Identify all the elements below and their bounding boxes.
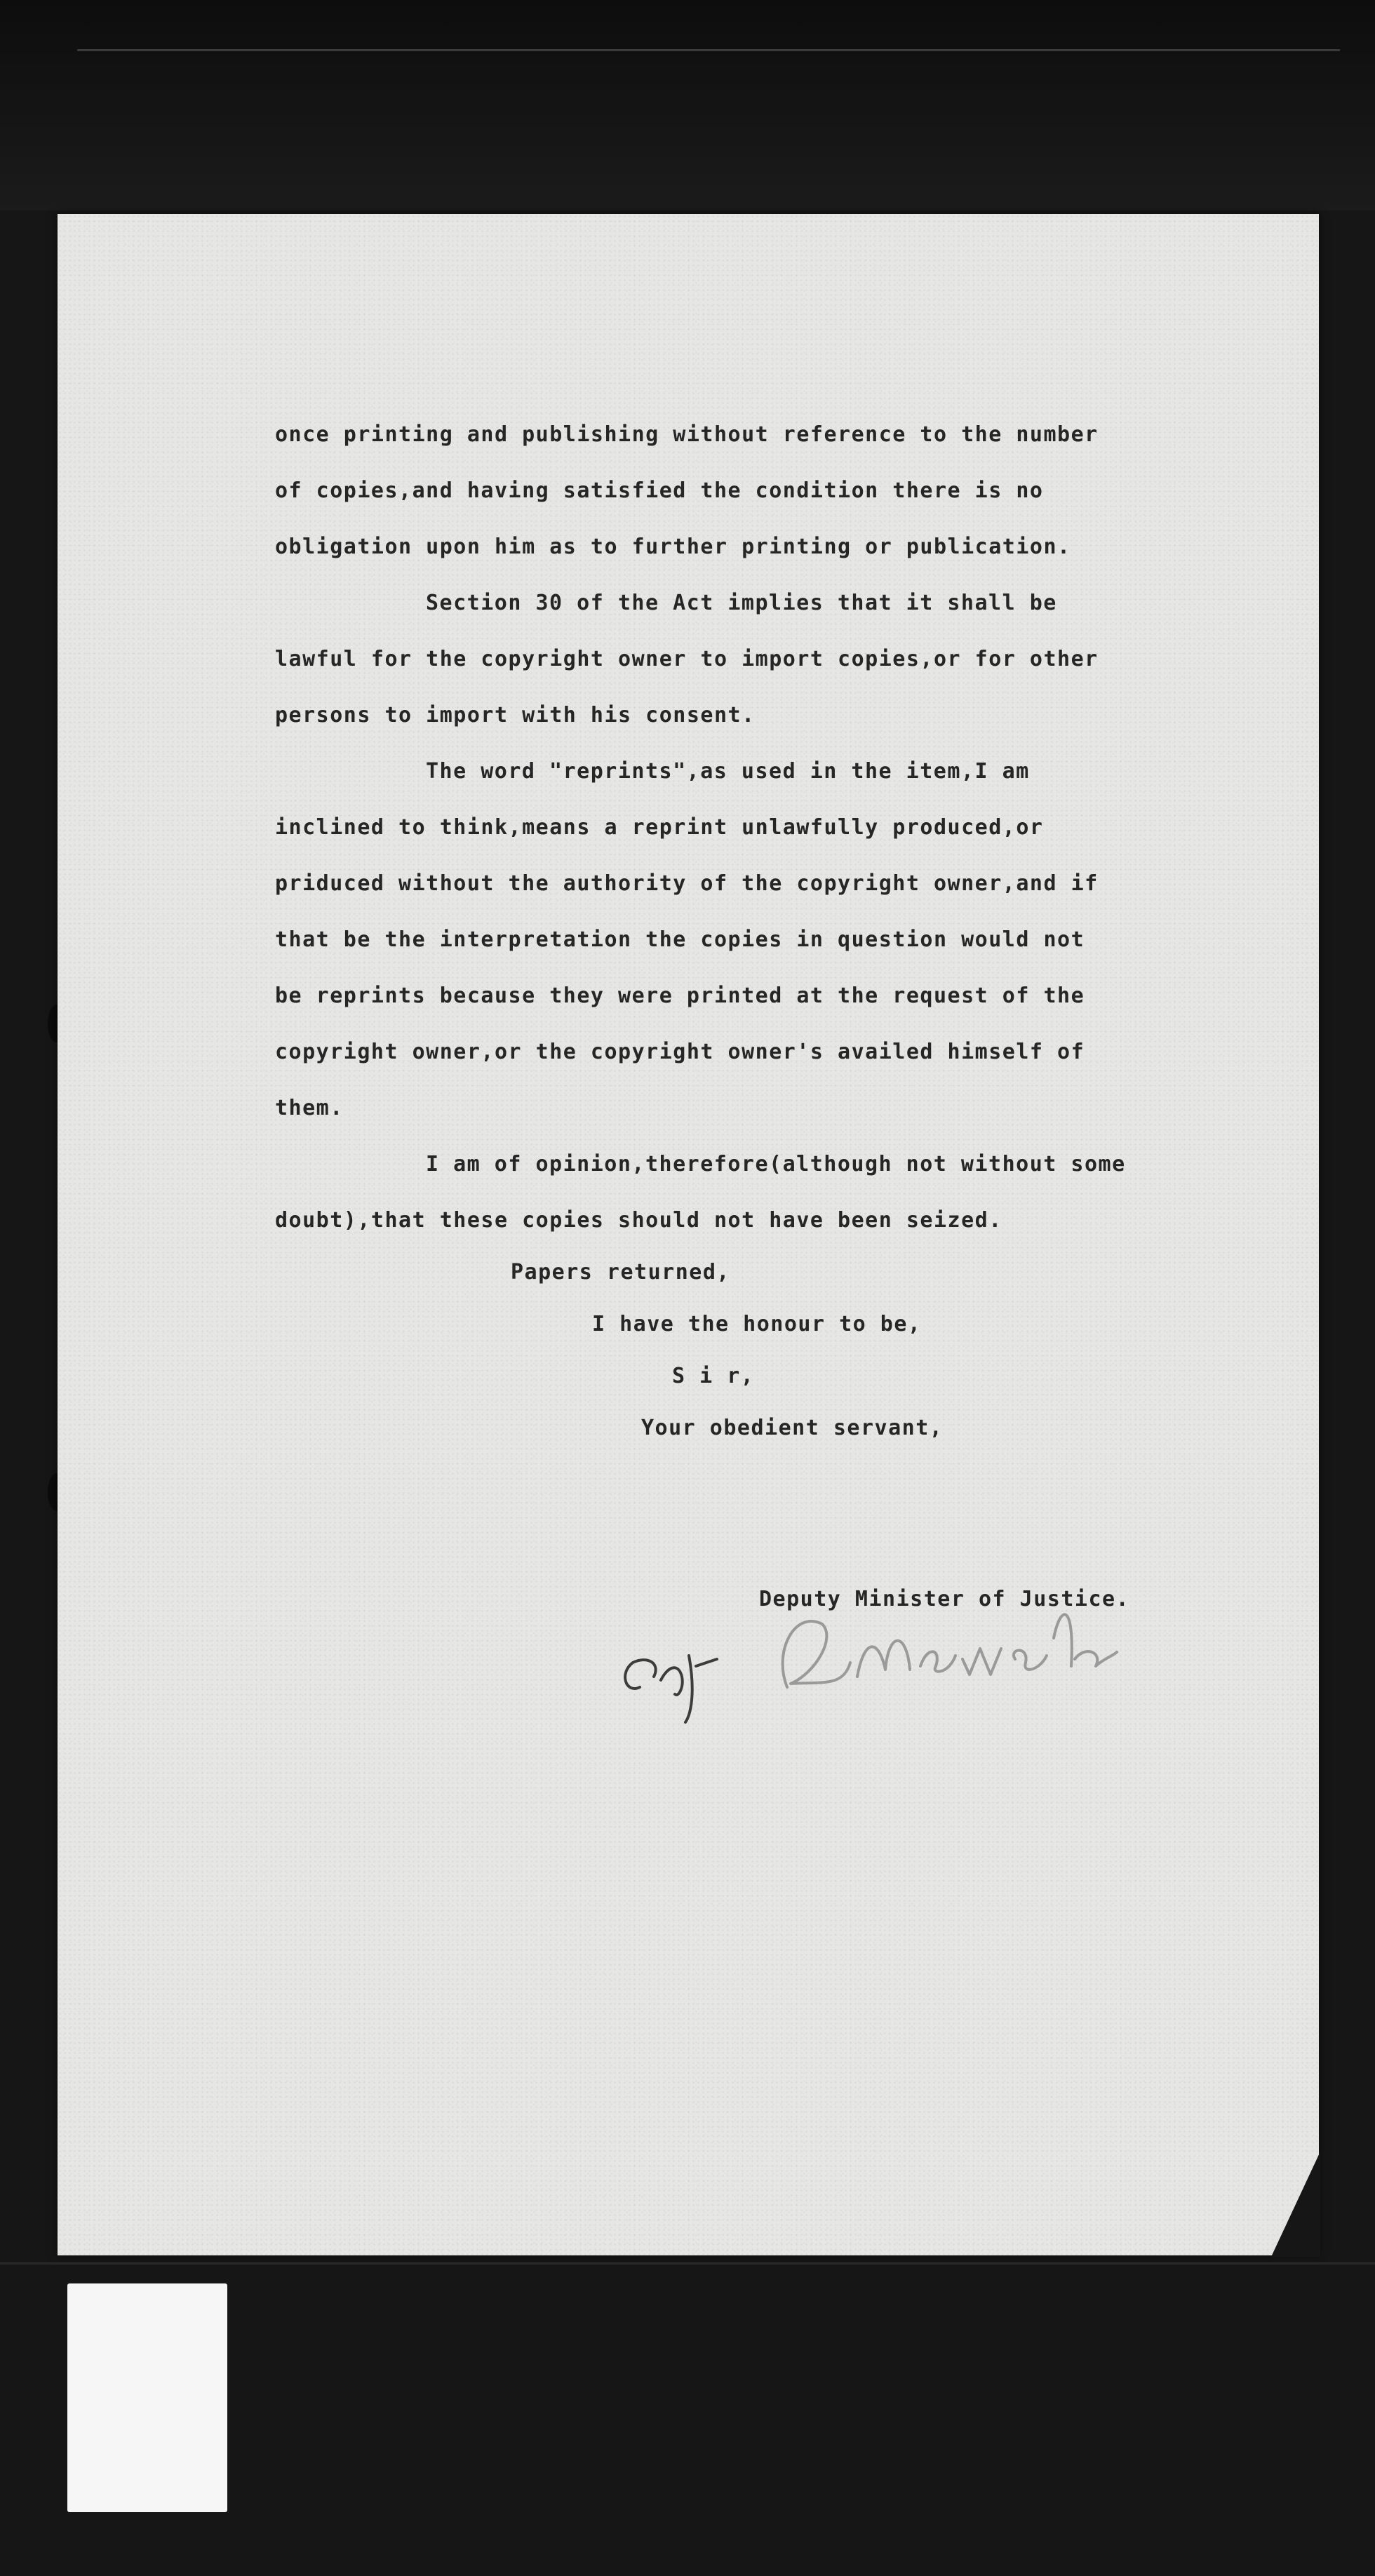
- letter-line: I am of opinion,therefore(although not without some: [426, 1152, 1126, 1176]
- letter-line: of copies,and having satisfied the condition there is no: [275, 478, 1044, 503]
- letter-line: lawful for the copyright owner to import copies,or for other: [275, 647, 1099, 671]
- letter-line: that be the interpretation the copies in question would not: [275, 927, 1085, 952]
- letter-line: inclined to think,means a reprint unlawfully produced,or: [275, 815, 1044, 840]
- letter-line: copyright owner,or the copyright owner's availed himself of: [275, 1040, 1085, 1064]
- letter-line: doubt),that these copies should not have been seized.: [275, 1208, 1002, 1233]
- letter-line: S i r,: [672, 1364, 755, 1388]
- letter-line: Your obedient servant,: [641, 1416, 944, 1440]
- letter-line: be reprints because they were printed at the request of the: [275, 984, 1085, 1008]
- film-edge-line: [0, 2262, 1375, 2265]
- letter-line: them.: [275, 1096, 344, 1120]
- film-label-card: [67, 2283, 227, 2512]
- letter-line: The word "reprints",as used in the item,I am: [426, 759, 1030, 784]
- document-page: [58, 214, 1319, 2255]
- letter-line: I have the honour to be,: [592, 1312, 922, 1336]
- film-edge-line: [77, 49, 1340, 51]
- letter-line: Papers returned,: [511, 1260, 730, 1284]
- letter-line: persons to import with his consent.: [275, 703, 756, 727]
- letter-line: obligation upon him as to further printing or publication.: [275, 535, 1071, 559]
- letter-line: Section 30 of the Act implies that it shall be: [426, 591, 1057, 615]
- film-strip-top: [0, 0, 1375, 210]
- letter-line: once printing and publishing without reference to the number: [275, 422, 1099, 447]
- letter-line: priduced without the authority of the copyright owner,and if: [275, 871, 1099, 896]
- signatory-title: Deputy Minister of Justice.: [759, 1587, 1130, 1611]
- handwritten-signature: [612, 1519, 1145, 1729]
